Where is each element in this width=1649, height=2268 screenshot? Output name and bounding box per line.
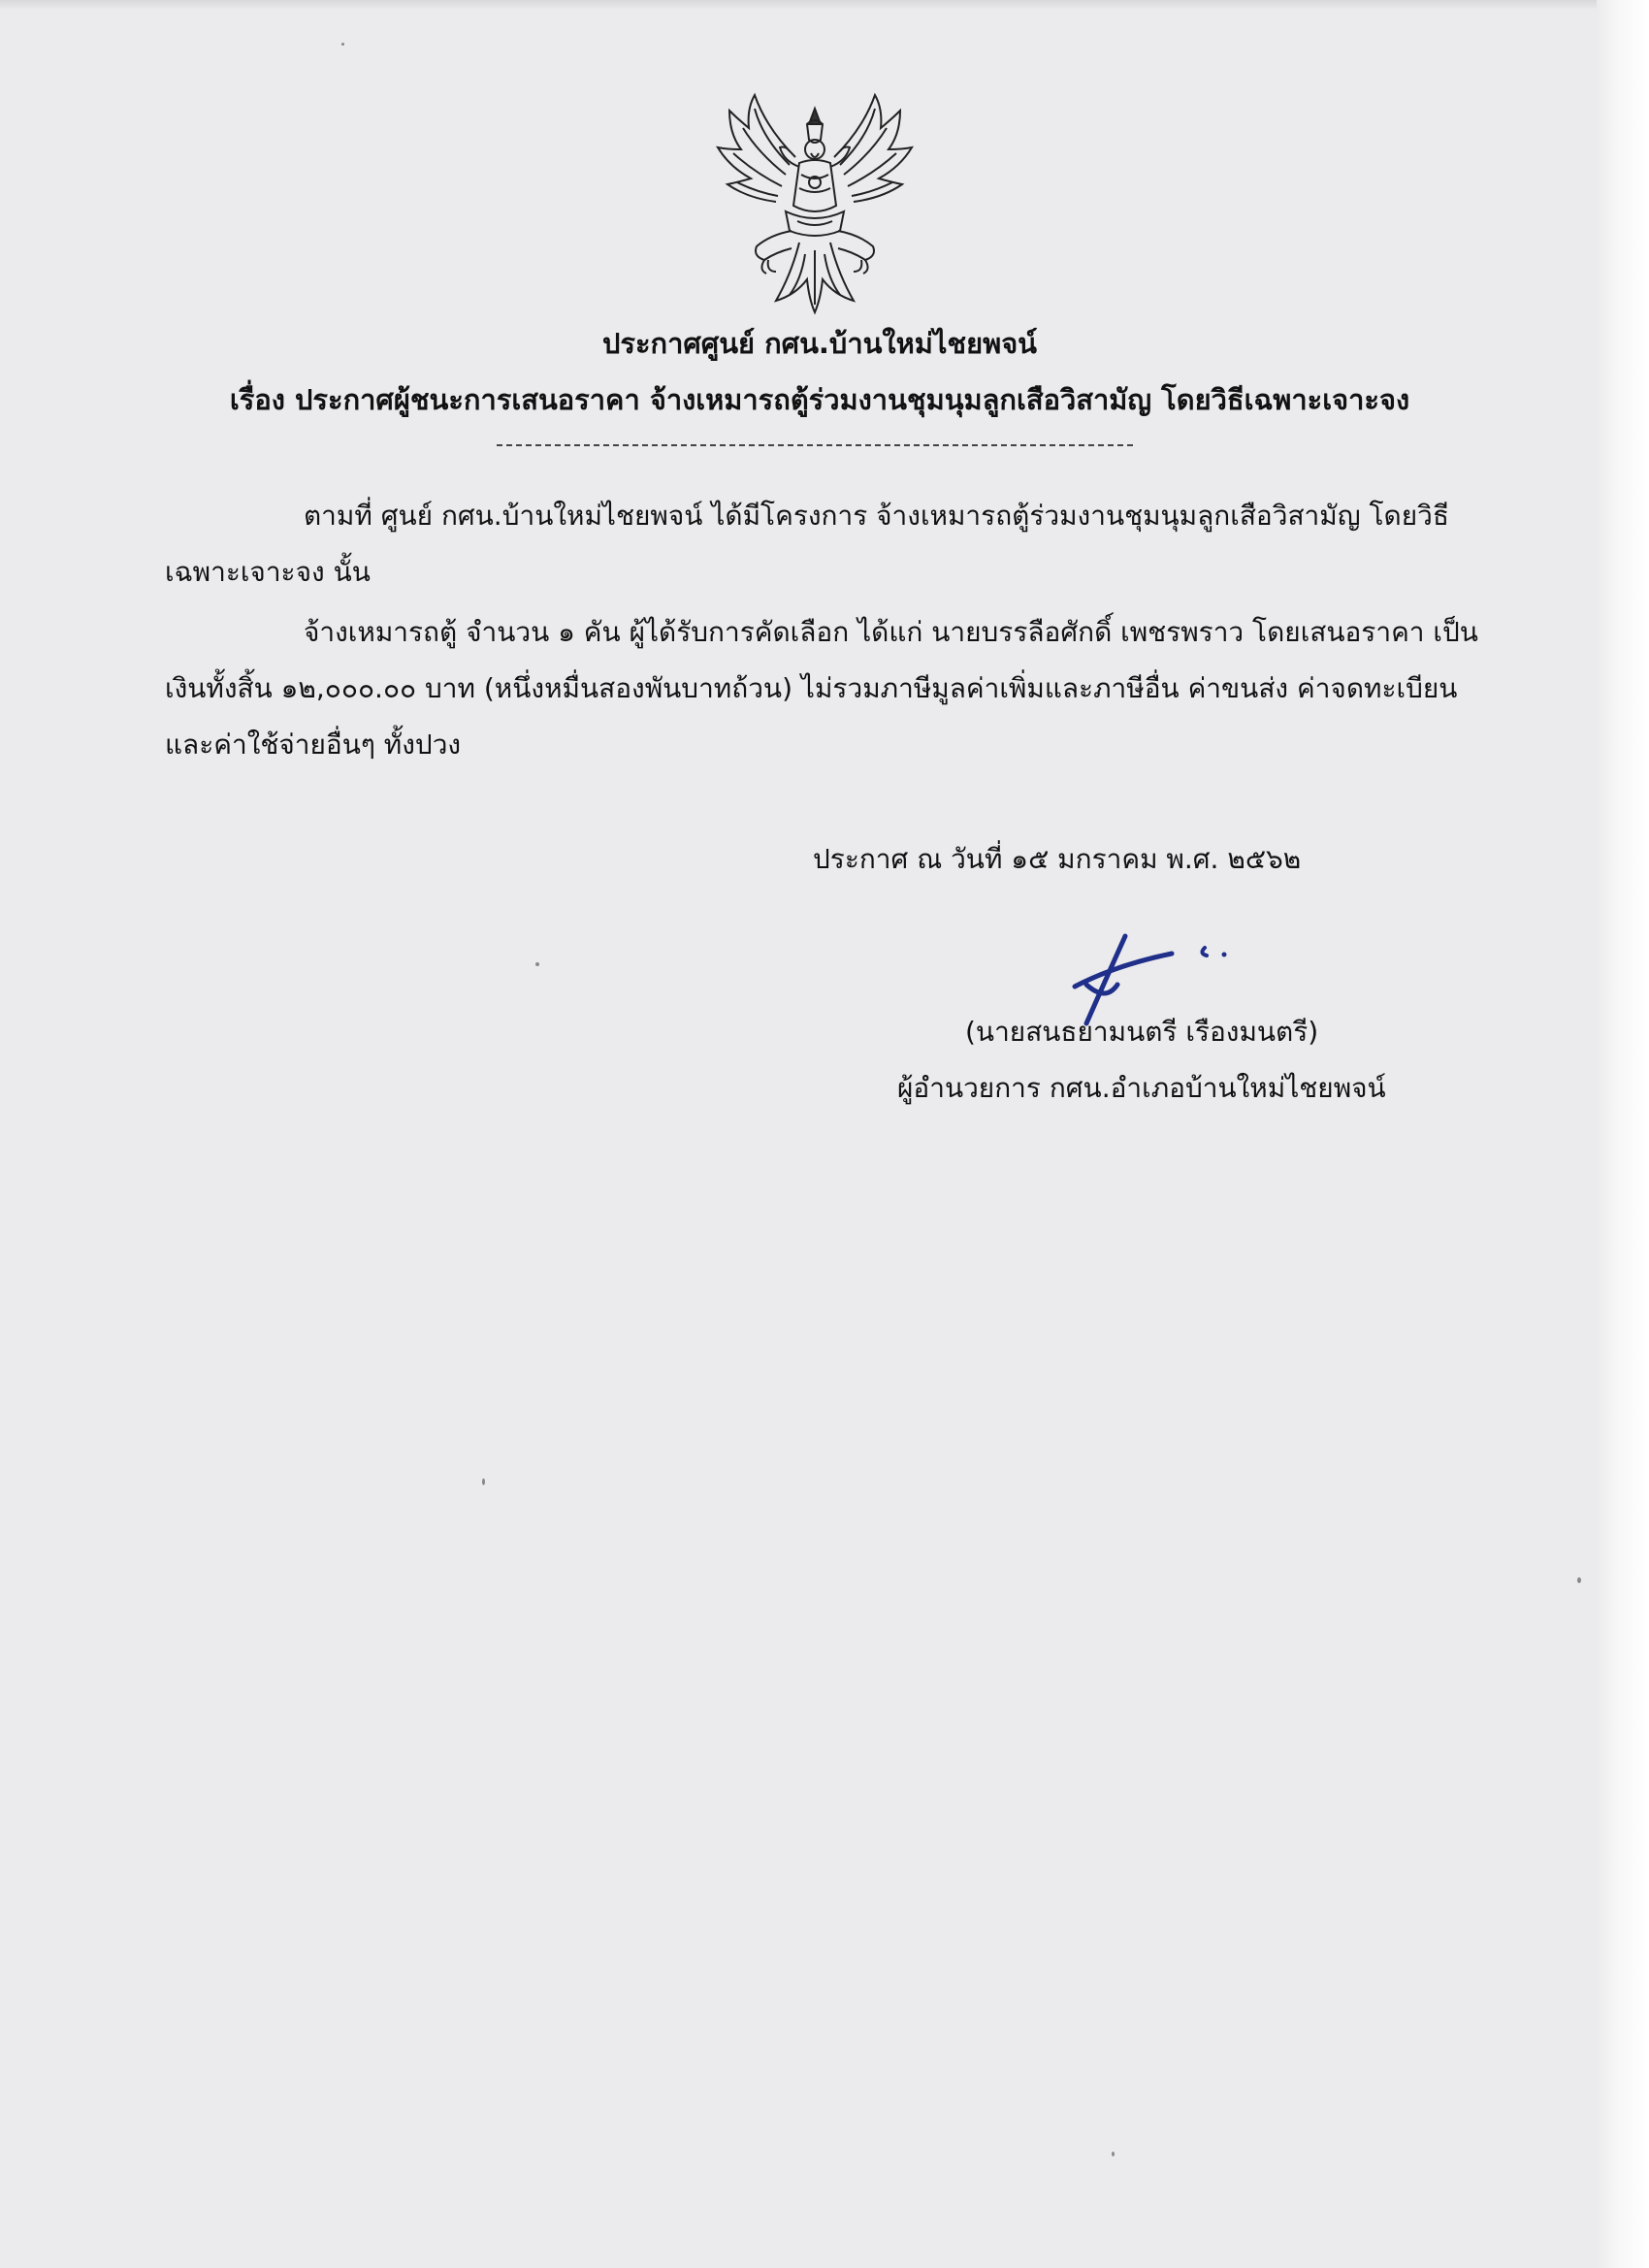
paragraph-1-line-2: เฉพาะเจาะจง นั้น [165, 556, 371, 588]
garuda-emblem-icon [708, 89, 922, 318]
scan-speck [341, 43, 344, 46]
scan-edge-top [0, 0, 1649, 10]
announcement-date: ประกาศ ณ วันที่ ๑๕ มกราคม พ.ศ. ๒๕๖๒ [813, 843, 1302, 875]
paragraph-2-line-1: จ้างเหมารถตู้ จำนวน ๑ คัน ผู้ได้รับการคัดเลือก ได้แก่ นายบรรลือศักดิ์ เพชรพราว โดยเสนอราคา เป็น [304, 616, 1478, 648]
scan-speck [535, 962, 539, 966]
announcement-subject: เรื่อง ประกาศผู้ชนะการเสนอราคา จ้างเหมารถตู้ร่วมงานชุมนุมลูกเสือวิสามัญ โดยวิธีเฉพาะเจาะจง [229, 383, 1410, 416]
scan-speck [482, 1478, 485, 1485]
paragraph-1-line-1: ตามที่ ศูนย์ กศน.บ้านใหม่ไชยพจน์ ได้มีโครงการ จ้างเหมารถตู้ร่วมงานชุมนุมลูกเสือวิสามัญ โดยวิธี [304, 500, 1449, 532]
signer-name: (นายสนธยามนตรี เรืองมนตรี) [965, 1016, 1319, 1048]
dashed-divider [497, 444, 1133, 446]
paragraph-2-line-2: เงินทั้งสิ้น ๑๒,๐๐๐.๐๐ บาท (หนึ่งหมื่นสองพันบาทถ้วน) ไม่รวมภาษีมูลค่าเพิ่มและภาษีอื่น ค่าขนส่ง ค่าจดทะเบียน [165, 672, 1458, 704]
announcement-heading: ประกาศศูนย์ กศน.บ้านใหม่ไชยพจน์ [601, 327, 1038, 360]
signer-title: ผู้อำนวยการ กศน.อำเภอบ้านใหม่ไชยพจน์ [897, 1072, 1386, 1104]
paragraph-2-line-3: และค่าใช้จ่ายอื่นๆ ทั้งปวง [165, 729, 462, 761]
scan-speck [1577, 1577, 1581, 1583]
scan-speck [1112, 2152, 1115, 2156]
